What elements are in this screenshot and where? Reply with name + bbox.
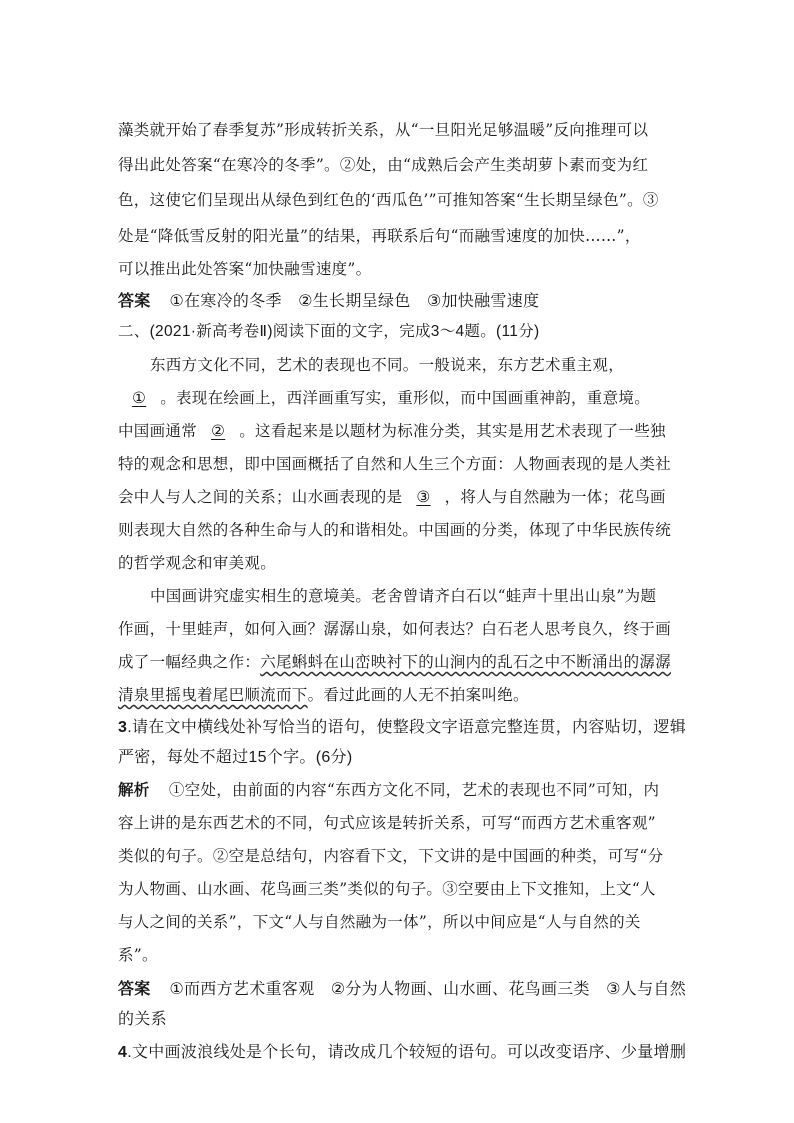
text-line: 作画，十里蛙声，如何入画？潺潺山泉，如何表达？白石老人思考良久，终于画	[118, 620, 672, 638]
text-span: 。表现在绘画上，西洋画重写实，重形似，而中国画重神韵，重意境。	[160, 389, 651, 407]
question-text: .文中画波浪线处是个长句，请改成几个较短的语句。可以改变语序、少量增删	[127, 1044, 687, 1061]
text-line: 则表现大自然的各种生命与人的和谐相处。中国画的分类，体现了中华民族传统	[118, 521, 672, 539]
text-line: 中国画讲究虚实相生的意境美。老舍曾请齐白石以“蛙声十里出山泉”为题	[150, 587, 657, 605]
text-line	[118, 421, 678, 441]
text-line: 为人物画、山水画、花鸟画三类”类似的句子。③空要由上下文推知，上文“人	[118, 880, 656, 898]
question-text: .请在文中横线处补写恰当的语句，使整段文字语意完整连贯，内容贴切，逻辑	[127, 719, 687, 736]
text-line: 容上讲的是东西艺术的不同，句式应该是转折关系，可写“而西方艺术重客观”	[118, 814, 656, 832]
question-text: 严密，每处不超过15个字。(6分)	[118, 749, 353, 766]
analysis-label: 解析	[118, 782, 150, 799]
text-line: 特的观念和思想，即中国画概括了自然和人生三个方面：人物画表现的是人类社	[118, 455, 672, 473]
answer-line	[118, 292, 678, 312]
text-line: 可以推出此处答案“加快融雪速度”。	[118, 260, 372, 278]
text-span: 。这看起来是以题材为标准分类，其实是用艺术表现了一些独	[239, 422, 666, 440]
answer-text: 的关系	[118, 1011, 167, 1028]
answer-label: 答案	[118, 981, 151, 998]
blank-3: ③	[416, 488, 431, 506]
blank-1: ①	[132, 389, 147, 407]
text-line: 类似的句子。②空是总结句，内容看下文，下文讲的是中国画的种类，可写“分	[118, 847, 664, 865]
text-line	[118, 652, 678, 672]
text-span: ，将人与自然融为一体；花鸟画	[444, 488, 666, 506]
text-line	[118, 685, 678, 705]
text-line	[118, 487, 678, 507]
text-line: 东西方文化不同，艺术的表现也不同。一般说来，东方艺术重主观，	[150, 356, 625, 374]
wavy-underlined-text: 清泉里摇曳着尾巴顺流而下	[118, 686, 308, 704]
question-number: 3	[118, 719, 128, 736]
answer-text: ①在寒冷的冬季 ②生长期呈绿色 ③加快融雪速度	[169, 293, 540, 310]
answer-text: ①而西方艺术重客观 ②分为人物画、山水画、花鸟画三类 ③人与自然	[169, 981, 686, 998]
section-heading: 二、(2021·新高考卷Ⅱ)阅读下面的文字，完成3～4题。(11分)	[118, 323, 540, 340]
question-3	[118, 718, 687, 738]
text-span: 中国画通常	[118, 422, 198, 440]
text-line: 藻类就开始了春季复苏”形成转折关系，从“一旦阳光足够温暖”反向推理可以	[118, 121, 649, 139]
blank-2: ②	[211, 422, 226, 440]
text-span: 成了一幅经典之作：	[118, 653, 261, 671]
analysis-line	[118, 780, 678, 801]
text-line: 与人之间的关系”，下文“人与自然融为一体”，所以中间应是“人与自然的关	[118, 913, 641, 931]
question-number: 4	[118, 1044, 128, 1061]
text-line	[118, 388, 678, 408]
text-line: 得出此处答案“在寒冷的冬季”。②处，由“成熟后会产生类胡萝卜素而变为红	[118, 156, 649, 174]
question-4	[118, 1043, 687, 1063]
wavy-underlined-text: 六尾蝌蚪在山峦映衬下的山涧内的乱石之中不断涌出的潺潺	[260, 653, 672, 671]
text-span: 会中人与人之间的关系；山水画表现的是	[118, 488, 403, 506]
answer-label: 答案	[118, 293, 151, 310]
answer-line	[118, 980, 686, 1000]
analysis-text: ①空处，由前面的内容“东西方文化不同，艺术的表现也不同”可知，内	[168, 781, 660, 799]
text-line: 色，这使它们呈现出从绿色到红色的‘西瓜色’”可推知答案“生长期呈绿色”。③	[118, 191, 659, 209]
text-span: 。看过此画的人无不拍案叫绝。	[307, 686, 529, 704]
text-line: 系”。	[118, 946, 158, 964]
text-line: 处是“降低雪反射的阳光量”的结果，再联系后句“而融雪速度的加快……”，	[118, 227, 641, 245]
text-line: 的哲学观念和审美观。	[118, 554, 277, 572]
